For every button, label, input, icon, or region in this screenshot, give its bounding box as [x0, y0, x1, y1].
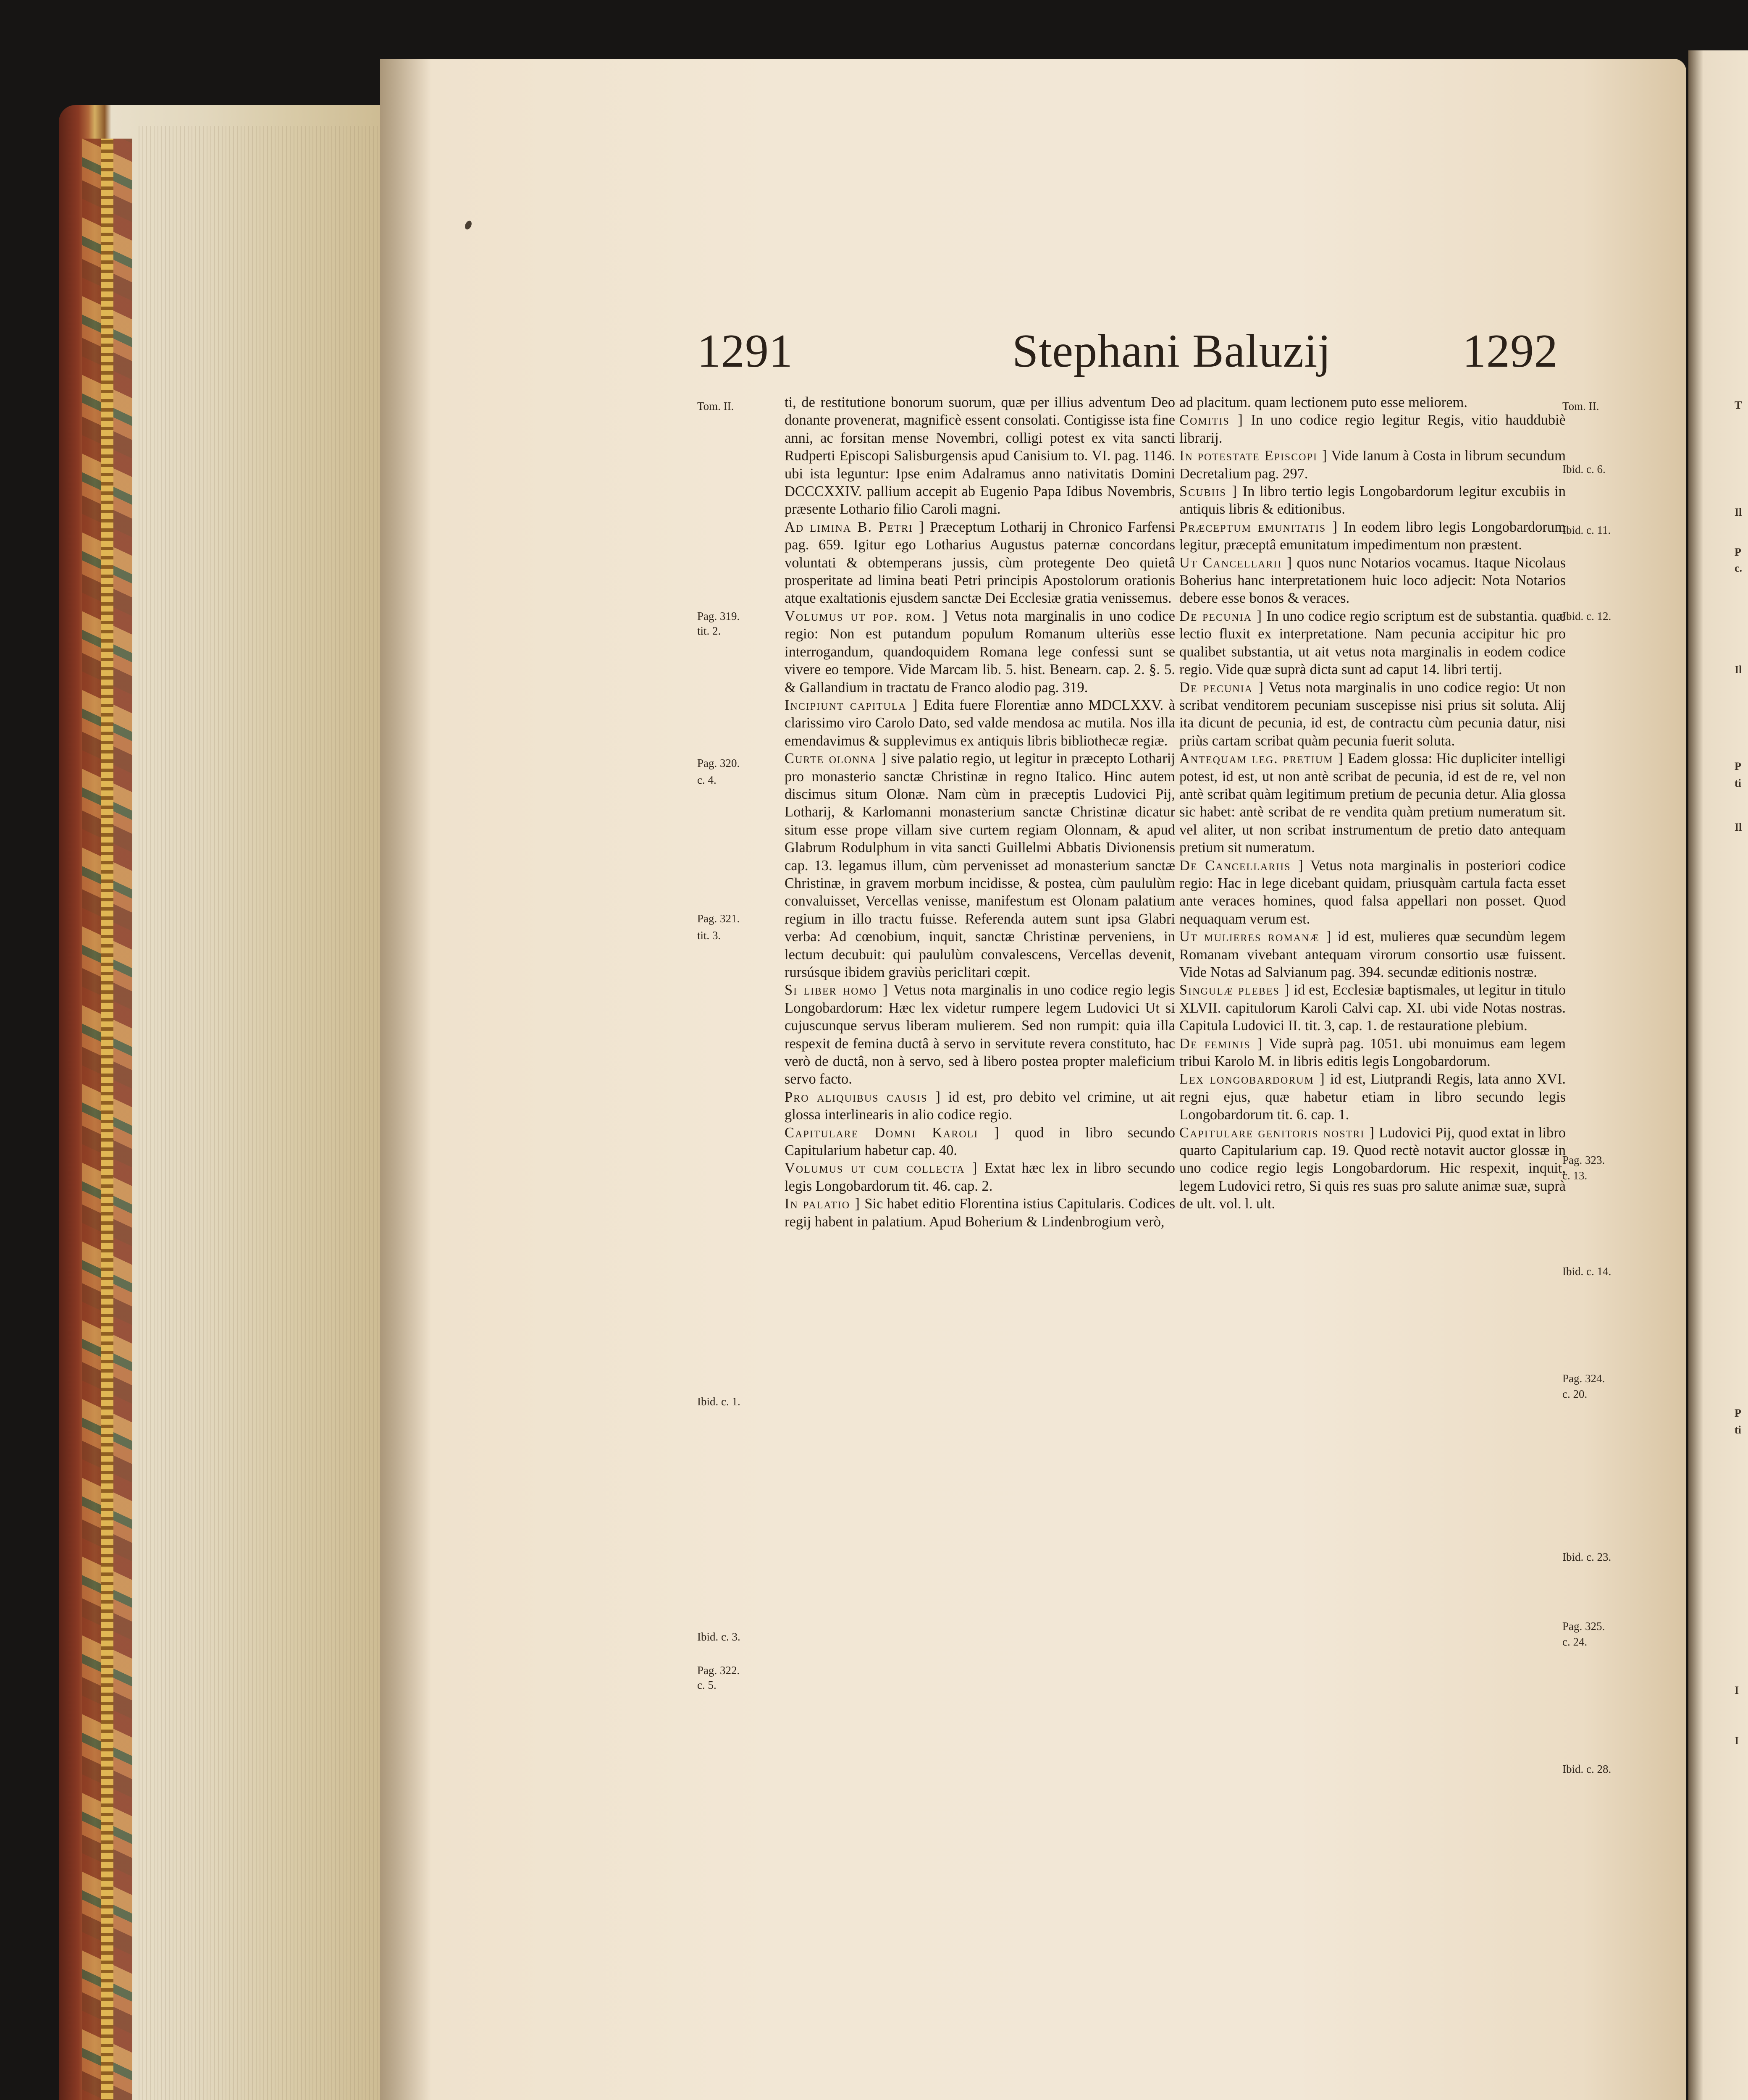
- note-lemma: Capitulare Domni Karoli ]: [785, 1124, 1000, 1141]
- note-entry: [1179, 1070, 1566, 1124]
- margin-reference: Pag. 323.: [1562, 1154, 1605, 1166]
- note-entry: [1179, 394, 1566, 411]
- margin-reference: c. 20.: [1562, 1388, 1588, 1400]
- margin-reference: Tom. II.: [697, 400, 734, 412]
- note-text: Vetus nota marginalis in uno codice regio: Non est putandum populum Romanum ulteriùs esse interrogandum, quandoquidem Romana lege confessi sunt se vivere eo tempore. Vide Marcam lib. 5. hist. Benearn. cap. 2. §. 5. & Gallandium in tractatu de Franco alodio pag. 319.: [785, 608, 1175, 696]
- note-entry: [1179, 483, 1566, 518]
- note-text: In uno codice regio scriptum est de substantia. quæ lectio fluxit ex interpretatione. Nam pecunia accipitur hic pro qualibet substantia, ut ait vetus nota marginalis in eodem codice regio. Vide quæ suprà dicta sunt ad caput 14. libri tertij.: [1179, 608, 1566, 678]
- gutter-shadow: [380, 59, 430, 2100]
- note-entry: [1179, 554, 1566, 607]
- margin-reference: c. 5.: [697, 1679, 717, 1691]
- note-lemma: Lex longobardorum ]: [1179, 1071, 1325, 1087]
- note-lemma: In potestate Episcopi ]: [1179, 448, 1328, 464]
- note-entry: [785, 750, 1175, 981]
- note-entry: [1179, 518, 1566, 554]
- note-lemma: De Cancellariis ]: [1179, 857, 1304, 874]
- margin-reference: Pag. 322.: [697, 1664, 740, 1677]
- margin-reference: Pag. 319.: [697, 610, 740, 622]
- page-edges: [139, 126, 382, 2100]
- note-text: Vetus nota marginalis in uno codice regio: Ut non scribat venditorem pecuniam suscepisse nisi prius sit soluta. Alij ita dicunt de pecunia, id est, de contractu cùm pecunia datur, nisi priùs cartam scribat quàm pecunia fuerit soluta.: [1179, 679, 1566, 749]
- note-lemma: De pecunia ]: [1179, 608, 1262, 624]
- note-lemma: Singulæ plebes ]: [1179, 982, 1290, 998]
- running-head: [697, 324, 1558, 379]
- note-text: In libro tertio legis Longobardorum legitur excubiis in antiquis libris & editionibus.: [1179, 483, 1566, 517]
- facing-page-fragment: ti: [1735, 1424, 1741, 1436]
- facing-page-fragment: I: [1735, 1735, 1739, 1747]
- note-lemma: Præceptum emunitatis ]: [1179, 519, 1339, 535]
- facing-page-fragment: T: [1735, 399, 1742, 411]
- note-text: Extat hæc lex in libro secundo legis Longobardorum tit. 46. cap. 2.: [785, 1160, 1176, 1194]
- note-text: quos nunc Notarios vocamus. Itaque Nicolaus Boherius hanc interpretationem huic loco adjecit: Nota Notarios debere esse bonos & veraces.: [1179, 554, 1566, 606]
- margin-reference: Tom. II.: [1562, 400, 1599, 412]
- note-entry: [1179, 411, 1566, 447]
- note-entry: [1179, 928, 1566, 981]
- margin-reference: Ibid. c. 1.: [697, 1395, 740, 1408]
- note-text: id est, pro debito vel crimine, ut ait glossa interlinearis in alio codice regio.: [785, 1089, 1176, 1123]
- note-lemma: Antequam leg. pretium ]: [1179, 751, 1344, 767]
- facing-page-edge: [1688, 50, 1748, 2100]
- note-text: Sic habet editio Florentina istius Capitularis. Codices regij habent in palatium. Apud Boherium & Lindenbrogium verò,: [785, 1196, 1176, 1230]
- note-text: ti, de restitutione bonorum suorum, quæ per illius adventum Deo donante provenerat, magnificè essent consolati. Contigisse ista fine anni, ac forsitan mense Novembri, colligi potest ex vita sancti Rudperti Episcopi Salisburgensis apud Canisium to. VI. pag. 1146. ubi ista leguntur: Ipse enim Adalramus anno nativitatis Domini DCCCXXIV. pallium accepit ab Eugenio Papa Idibus Novembris, præsente Lothario filio Caroli magni.: [785, 394, 1175, 517]
- note-text: Eadem glossa: Hic dupliciter intelligi potest, id est, ut non antè scribat de pecunia, id est de re, vel non antè scribat quàm legitimum pretium de pecunia detur. Alia glossa sic habet: antè scribat de re vendita quàm pretium numeratum sit. vel aliter, ut non scribat instrumentum de pretio dato antequam pretium sit numeratum.: [1179, 751, 1566, 856]
- note-lemma: Volumus ut pop. rom. ]: [785, 608, 949, 624]
- note-entry: [1179, 857, 1566, 928]
- note-entry: [785, 1124, 1175, 1160]
- margin-reference: c. 4.: [697, 774, 717, 786]
- margin-reference: Pag. 320.: [697, 757, 740, 769]
- note-text: Edita fuere Florentiæ anno MDCLXXV. à clarissimo viro Carolo Dato, sed valde mendosa ac mutila. Nos illa emendavimus & supplevimus ex antiquis libris bibliothecæ regiæ.: [785, 697, 1176, 749]
- note-entry: [785, 1159, 1175, 1195]
- margin-reference: Pag. 324.: [1562, 1372, 1605, 1385]
- margin-reference: Ibid. c. 28.: [1562, 1763, 1612, 1775]
- margin-reference: Ibid. c. 14.: [1562, 1265, 1612, 1278]
- note-text: id est, Liutprandi Regis, lata anno XVI. regni ejus, quæ habetur etiam in libro secundo legis Longobardorum tit. 6. cap. 1.: [1179, 1071, 1566, 1123]
- running-title: Stephani Baluzij: [1012, 325, 1331, 377]
- note-entry: [785, 394, 1175, 518]
- note-text: quod in libro secundo Capitularium habetur cap. 40.: [785, 1124, 1176, 1159]
- note-text: id est, Ecclesiæ baptismales, ut legitur in titulo XLVII. capitulorum Karoli Calvi cap. XI. ubi vide Notas nostras. Capitula Ludovici II. tit. 3, cap. 1. de restauratione plebium.: [1179, 982, 1566, 1034]
- margin-reference: c. 24.: [1562, 1635, 1588, 1648]
- facing-page-fragment: ti: [1735, 777, 1741, 789]
- note-entry: [785, 1195, 1175, 1231]
- note-lemma: Incipiunt capitula ]: [785, 697, 919, 713]
- margin-reference: Pag. 325.: [1562, 1620, 1605, 1633]
- note-text: Vetus nota marginalis in posteriori codice regio: Hac in lege dicebant quidam, priusquàm cartula facta esset ante veraces homines, quod falsa appellari non posset. Quod nequaquam verum est.: [1179, 857, 1566, 927]
- note-lemma: Ut Cancellarii ]: [1179, 554, 1293, 571]
- facing-page-fragment: Il: [1735, 821, 1742, 833]
- left-text-column: [785, 394, 1175, 1231]
- note-lemma: Curte olonna ]: [785, 751, 887, 767]
- facing-page-fragment: P: [1735, 1407, 1741, 1419]
- note-lemma: Pro aliquibus causis ]: [785, 1089, 941, 1105]
- note-text: In uno codice regio legitur Regis, vitio hauddubiè librarij.: [1179, 412, 1566, 446]
- facing-page-fragment: P: [1735, 546, 1741, 558]
- note-entry: [785, 607, 1175, 696]
- note-text: ad placitum. quam lectionem puto esse meliorem.: [1179, 394, 1467, 410]
- note-lemma: De feminis ]: [1179, 1035, 1263, 1052]
- margin-reference: tit. 2.: [697, 625, 721, 637]
- note-lemma: Ad limina B. Petri ]: [785, 519, 925, 535]
- note-text: Vide suprà pag. 1051. ubi monuimus eam legem tribui Karolo M. in libris editis legis Longobardorum.: [1179, 1035, 1566, 1070]
- note-entry: [1179, 679, 1566, 750]
- margin-reference: Ibid. c. 11.: [1562, 524, 1611, 536]
- note-entry: [1179, 981, 1566, 1034]
- note-text: Vetus nota marginalis in uno codice regio legis Longobardorum: Hæc lex videtur rumpere legem Ludovici Ut si cujuscunque servus liberam mulierem. Sed non rumpit: quia illa respexit de femina ductâ à servo in servitute revera constituto, hac verò de ductâ, non à servo, sed à libero postea propter maleficium servo facto.: [785, 982, 1175, 1087]
- note-text: Vide Ianum à Costa in librum secundum Decretalium pag. 297.: [1179, 448, 1566, 482]
- note-lemma: In palatio ]: [785, 1196, 861, 1212]
- right-text-column: [1179, 394, 1566, 1213]
- page-number-right: 1292: [1462, 325, 1558, 377]
- note-lemma: Si liber homo ]: [785, 982, 889, 998]
- note-entry: [1179, 607, 1566, 679]
- note-text: In eodem libro legis Longobardorum legitur, præceptâ emunitatum impedimentum non præstent.: [1179, 519, 1566, 553]
- facing-page-fragment: I: [1735, 1684, 1739, 1696]
- note-lemma: Comitis ]: [1179, 412, 1244, 428]
- margin-reference: Ibid. c. 12.: [1562, 610, 1612, 622]
- margin-reference: Ibid. c. 6.: [1562, 463, 1606, 475]
- margin-reference: c. 13.: [1562, 1169, 1588, 1182]
- note-entry: [1179, 1124, 1566, 1213]
- note-lemma: Scubiis ]: [1179, 483, 1238, 500]
- margin-reference: Ibid. c. 23.: [1562, 1551, 1612, 1563]
- note-entry: [785, 981, 1175, 1088]
- note-entry: [1179, 1035, 1566, 1071]
- note-entry: [785, 518, 1175, 607]
- gilt-spine-tooling: [101, 139, 113, 2100]
- facing-page-fragment: c.: [1735, 562, 1743, 574]
- margin-reference: Ibid. c. 3.: [697, 1630, 740, 1643]
- note-lemma: Volumus ut cum collecta ]: [785, 1160, 978, 1176]
- note-entry: [785, 1088, 1175, 1124]
- note-text: id est, mulieres quæ secundùm legem Romanam vivebant antequam virorum consortio usæ fuissent. Vide Notas ad Salvianum pag. 394. secundæ editionis nostræ.: [1179, 929, 1566, 980]
- note-text: Ludovici Pij, quod extat in libro quarto Capitularium cap. 19. Quod rectè notavit auctor glossæ in uno codice regio legis Longobardorum. Hic respexit, inquit, legem Ludovici retro, Si quis res suas pro salute animæ suæ, suprà de ult. vol. l. ult.: [1179, 1124, 1566, 1212]
- margin-reference: Pag. 321.: [697, 912, 740, 925]
- note-entry: [785, 696, 1175, 750]
- note-entry: [1179, 750, 1566, 856]
- note-text: Præceptum Lotharij in Chronico Farfensi pag. 659. Igitur ego Lotharius Augustus paternæ concordans voluntati & obtemperans jussis, cùm protegente Deo quietâ prosperitate ad limina beati Petri principis Apostolorum orationis atque exaltationis ejusdem sanctæ Dei Ecclesiæ gratia venissemus.: [785, 519, 1175, 606]
- facing-page-fragment: Il: [1735, 506, 1742, 518]
- note-lemma: De pecunia ]: [1179, 679, 1264, 696]
- note-lemma: Ut mulieres romanæ ]: [1179, 929, 1332, 945]
- facing-page-fragment: P: [1735, 760, 1741, 772]
- page-number-left: 1291: [697, 325, 793, 377]
- facing-page-fragment: Il: [1735, 664, 1742, 676]
- margin-reference: tit. 3.: [697, 929, 721, 942]
- note-text: sive palatio regio, ut legitur in præcepto Lotharij pro monasterio sanctæ Christinæ in regno Italico. Hinc autem discimus situm Olonæ. Nam cùm in præceptis Ludovici Pij, Lotharij, & Karlomanni monasterium sanctæ Christinæ dicatur situm esse prope villam sive curtem regiam Olonnam, & apud Glabrum Rodulphum in vita sancti Guillelmi Abbatis Divionensis cap. 13. legamus illum, cùm pervenisset ad monasterium sanctæ Christinæ, in gravem morbum incidisse, & postea, cùm paululùm convaluisset, Vercellas venisse, manifestum est Olonam palatium regium in illo tractu fuisse. Referenda autem sunt ipsa Glabri verba: Ad cœnobium, inquit, sanctæ Christinæ perveniens, in lectum decubuit: qui paululùm convalescens, Vercellas devenit, rursúsque ibidem graviùs periclitari cœpit.: [785, 751, 1175, 980]
- note-entry: [1179, 447, 1566, 483]
- note-lemma: Capitulare genitoris nostri ]: [1179, 1124, 1375, 1141]
